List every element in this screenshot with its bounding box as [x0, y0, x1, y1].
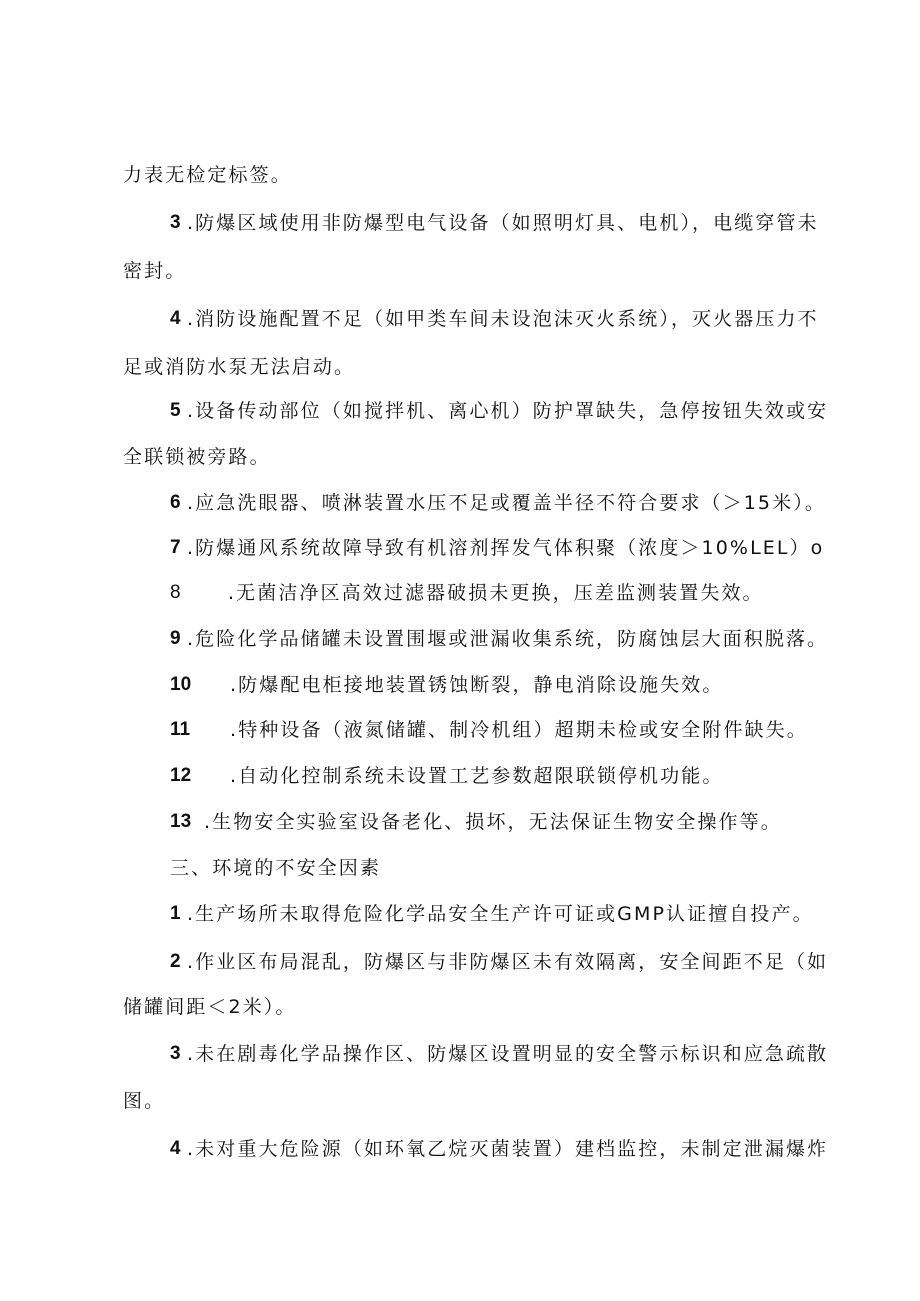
- item-number: 10: [170, 674, 192, 695]
- list-item-7: [0, 533, 920, 563]
- list-item-13: [0, 807, 920, 837]
- item-number: 13: [170, 811, 192, 832]
- continuation-text: 力表无检定标签。: [123, 164, 292, 186]
- item-number: 4: [170, 1138, 181, 1159]
- item-text: .防爆区域使用非防爆型电气设备（如照明灯具、电机），电缆穿管未: [187, 212, 819, 234]
- text-line: [0, 442, 920, 472]
- item-number: 8: [170, 582, 181, 603]
- continuation-text: 足或消防水泵无法启动。: [123, 356, 356, 378]
- item-text: .生物安全实验室设备老化、损坏，无法保证生物安全操作等。: [204, 811, 782, 833]
- text-line: [0, 1086, 920, 1116]
- item-text: .危险化学品储罐未设置围堰或泄漏收集系统，防腐蚀层大面积脱落。: [187, 628, 829, 650]
- continuation-text: 密封。: [123, 260, 187, 282]
- item-text: .应急洗眼器、喷淋装置水压不足或覆盖半径不符合要求（＞15米）。: [187, 492, 826, 514]
- text-line: [0, 256, 920, 286]
- list-item-12: [0, 761, 920, 791]
- item-text: .设备传动部位（如搅拌机、离心机）防护罩缺失，急停按钮失效或安: [187, 400, 829, 422]
- item-number: 11: [170, 719, 191, 740]
- continuation-text: 全联锁被旁路。: [123, 446, 271, 468]
- item-text: .未对重大危险源（如环氧乙烷灭菌装置）建档监控，未制定泄漏爆炸: [187, 1138, 829, 1160]
- item-number: 2: [170, 951, 181, 972]
- item-number: 4: [170, 308, 181, 329]
- list-item-8: [0, 578, 920, 608]
- section-heading-text: 三、环境的不安全因素: [170, 857, 382, 879]
- item-text: .未在剧毒化学品操作区、防爆区设置明显的安全警示标识和应急疏散: [187, 1043, 829, 1065]
- item-number: 12: [170, 765, 192, 786]
- continuation-text: 储罐间距＜2米）。: [123, 996, 297, 1018]
- list-item-1: [0, 899, 920, 929]
- item-number: 7: [170, 537, 181, 558]
- item-number: 3: [170, 212, 181, 233]
- item-text: .防爆通风系统故障导致有机溶剂挥发气体积聚（浓度＞10%LEL）o: [187, 537, 825, 559]
- list-item-10: [0, 670, 920, 700]
- item-number: 9: [170, 628, 181, 649]
- item-text: .特种设备（液氮储罐、制冷机组）超期未检或安全附件缺失。: [230, 719, 808, 741]
- section-heading: [0, 853, 920, 883]
- item-number: 6: [170, 492, 181, 513]
- list-item-4: [0, 304, 920, 334]
- item-number: 5: [170, 400, 181, 421]
- item-text: .消防设施配置不足（如甲类车间未设泡沫灭火系统），灭火器压力不: [187, 308, 819, 330]
- text-line: [0, 352, 920, 382]
- item-text: .防爆配电柜接地装置锈蚀断裂，静电消除设施失效。: [230, 674, 724, 696]
- list-item-5: [0, 396, 920, 426]
- item-text: .生产场所未取得危险化学品安全生产许可证或GMP认证擅自投产。: [187, 903, 814, 925]
- list-item-4b: [0, 1134, 920, 1164]
- text-line: [0, 160, 920, 190]
- item-text: .自动化控制系统未设置工艺参数超限联锁停机功能。: [230, 765, 724, 787]
- item-number: 1: [170, 903, 181, 924]
- text-line: [0, 992, 920, 1022]
- list-item-3: [0, 208, 920, 238]
- list-item-2: [0, 947, 920, 977]
- list-item-11: [0, 715, 920, 745]
- item-text: .作业区布局混乱，防爆区与非防爆区未有效隔离，安全间距不足（如: [187, 951, 829, 973]
- item-number: 3: [170, 1043, 181, 1064]
- continuation-text: 图。: [123, 1090, 166, 1112]
- list-item-9: [0, 624, 920, 654]
- item-text: .无菌洁净区高效过滤器破损未更换，压差监测装置失效。: [228, 582, 764, 604]
- list-item-6: [0, 488, 920, 518]
- list-item-3b: [0, 1039, 920, 1069]
